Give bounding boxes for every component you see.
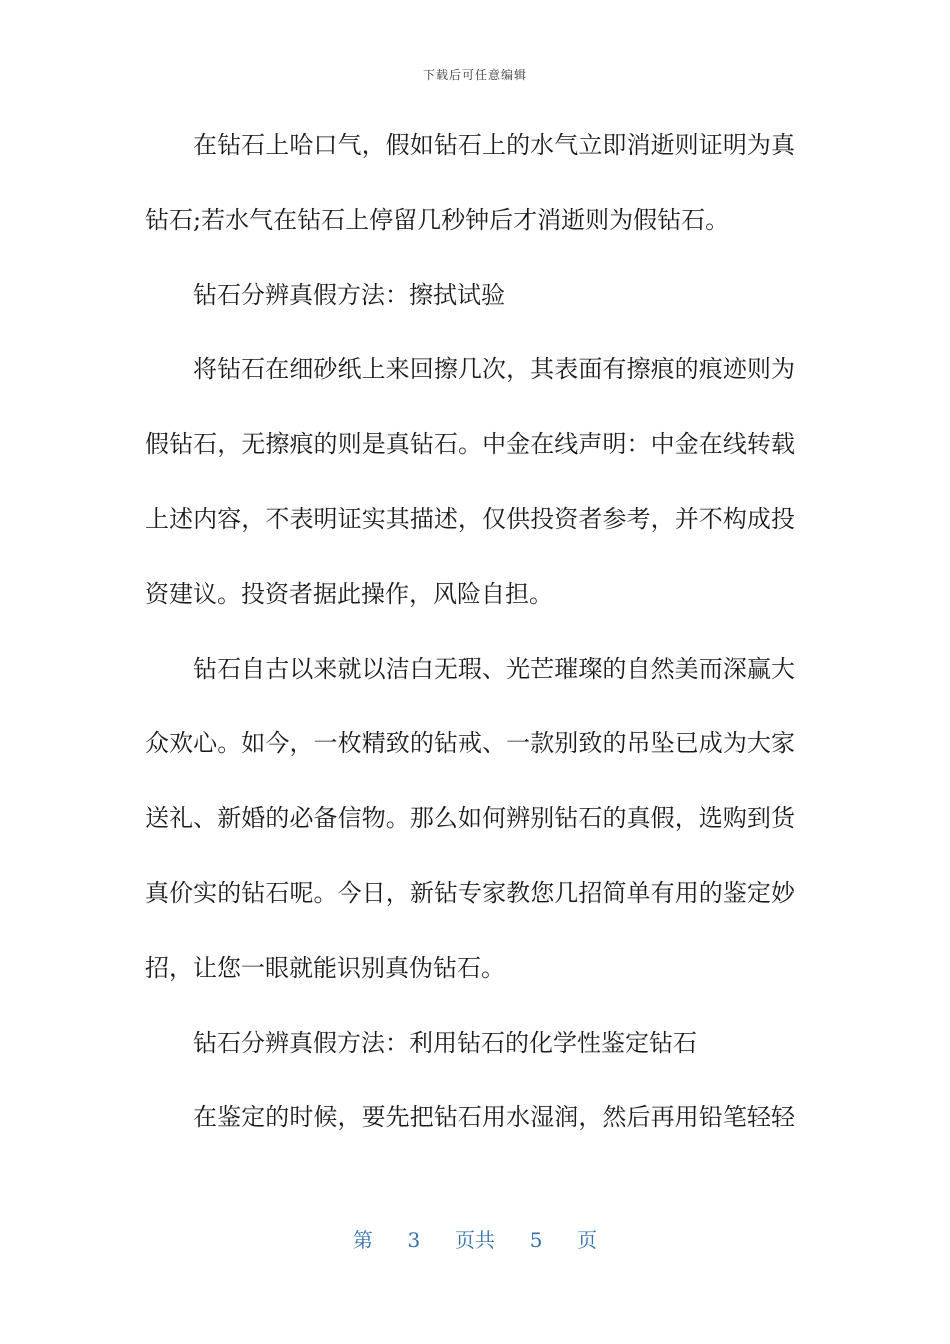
page-number-current: 3 — [407, 1228, 421, 1252]
text-line: 招，让您一眼就能识别真伪钻石。 — [145, 953, 505, 982]
text-line: 上述内容，不表明证实其描述，仅供投资者参考，并不构成投 — [145, 504, 795, 533]
text-line: 在鉴定的时候，要先把钻石用水湿润，然后再用铅笔轻轻 — [193, 1103, 795, 1132]
text-line: 真价实的钻石呢。今日，新钻专家教您几招简单有用的鉴定妙 — [145, 878, 795, 907]
text-line: 钻石自古以来就以洁白无瑕、光芒璀璨的自然美而深赢大 — [193, 654, 795, 683]
document-body — [145, 108, 795, 1155]
text-line: 众欢心。如今，一枚精致的钻戒、一款别致的吊坠已成为大家 — [145, 729, 795, 758]
section-heading: 钻石分辨真假方法：利用钻石的化学性鉴定钻石 — [193, 1028, 697, 1057]
text-line: 钻石;若水气在钻石上停留几秒钟后才消逝则为假钻石。 — [145, 205, 730, 234]
page-number-total: 5 — [529, 1228, 543, 1252]
text-line: 在钻石上哈口气，假如钻石上的水气立即消逝则证明为真 — [193, 131, 795, 159]
page-number-prefix: 第 — [352, 1228, 373, 1252]
text-line: 送礼、新婚的必备信物。那么如何辨别钻石的真假，选购到货 — [145, 804, 795, 833]
page-number-middle: 页共 — [455, 1228, 495, 1252]
page-header: 下载后可任意编辑 — [422, 68, 527, 82]
page-number — [0, 1224, 950, 1253]
section-heading: 钻石分辨真假方法：擦拭试验 — [193, 280, 505, 309]
text-line: 假钻石，无擦痕的则是真钻石。中金在线声明：中金在线转载 — [145, 430, 795, 459]
text-line: 资建议。投资者据此操作，风险自担。 — [145, 579, 553, 608]
text-line: 将钻石在细砂纸上来回擦几次，其表面有擦痕的痕迹则为 — [193, 355, 795, 384]
page-number-suffix: 页 — [577, 1228, 598, 1252]
